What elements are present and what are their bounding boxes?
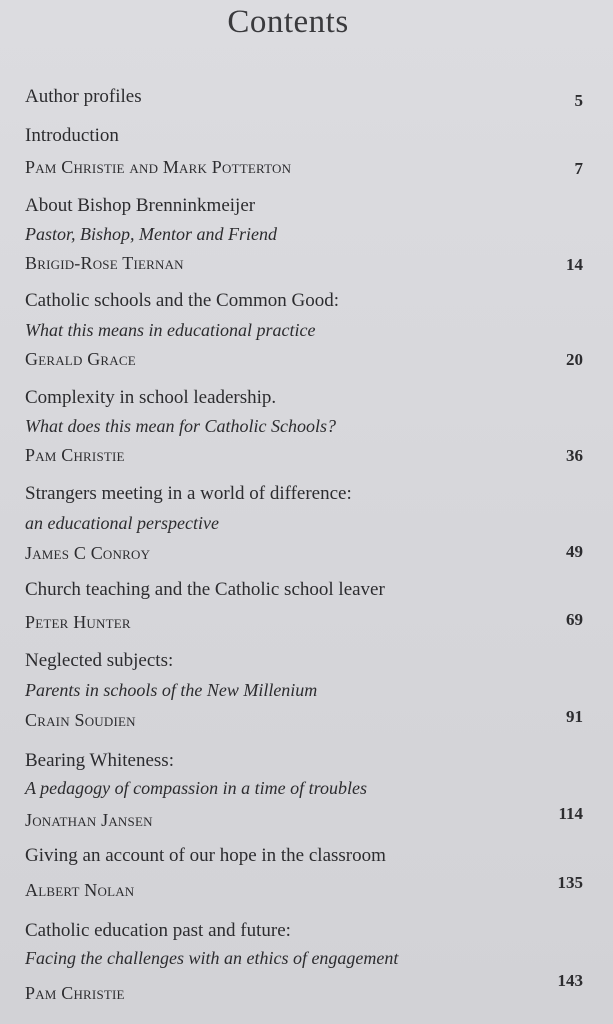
- entry-title: Neglected subjects:: [25, 650, 174, 671]
- entry-title: Church teaching and the Catholic school leaver: [25, 579, 385, 600]
- entry-author: Peter Hunter: [25, 612, 131, 632]
- entry-page-number: 7: [574, 159, 583, 178]
- entry-title: Complexity in school leadership.: [25, 387, 277, 408]
- entry-title: Introduction: [25, 125, 119, 146]
- page-title: Contents: [227, 4, 349, 40]
- entry-author: Albert Nolan: [25, 880, 135, 900]
- entry-author: Pam Christie: [25, 445, 125, 465]
- entry-subtitle: an educational perspective: [25, 513, 219, 533]
- entry-subtitle: A pedagogy of compassion in a time of troubles: [25, 778, 367, 798]
- entry-title: Bearing Whiteness:: [25, 750, 174, 771]
- entry-subtitle: Parents in schools of the New Millenium: [25, 680, 318, 700]
- entry-page-number: 49: [566, 542, 583, 561]
- entry-page-number: 135: [557, 873, 583, 892]
- entry-title: Catholic education past and future:: [25, 920, 291, 941]
- entry-subtitle: Facing the challenges with an ethics of engagement: [25, 948, 399, 968]
- entry-author: Gerald Grace: [25, 349, 136, 369]
- entry-page-number: 143: [557, 971, 583, 990]
- entry-page-number: 36: [566, 446, 583, 465]
- entry-title: Catholic schools and the Common Good:: [25, 290, 340, 311]
- entry-subtitle: Pastor, Bishop, Mentor and Friend: [25, 224, 277, 244]
- entry-page-number: 5: [574, 91, 583, 110]
- entry-author: Jonathan Jansen: [25, 810, 153, 830]
- entry-page-number: 14: [566, 255, 583, 274]
- entry-title: Strangers meeting in a world of difference:: [25, 483, 352, 504]
- entry-author: Pam Christie and Mark Potterton: [25, 157, 292, 177]
- entry-author: James C Conroy: [25, 543, 151, 563]
- entry-title: About Bishop Brenninkmeijer: [25, 195, 256, 216]
- entry-page-number: 114: [558, 804, 583, 823]
- entry-subtitle: What this means in educational practice: [25, 320, 316, 340]
- entry-author: Pam Christie: [25, 983, 125, 1003]
- entry-page-number: 20: [566, 350, 583, 369]
- entry-page-number: 69: [566, 610, 583, 629]
- entry-page-number: 91: [566, 707, 583, 726]
- entry-title: Author profiles: [25, 86, 142, 107]
- entry-title: Giving an account of our hope in the classroom: [25, 845, 386, 866]
- entry-author: Crain Soudien: [25, 710, 136, 730]
- entry-subtitle: What does this mean for Catholic Schools?: [25, 416, 336, 436]
- entry-author: Brigid-Rose Tiernan: [25, 253, 184, 273]
